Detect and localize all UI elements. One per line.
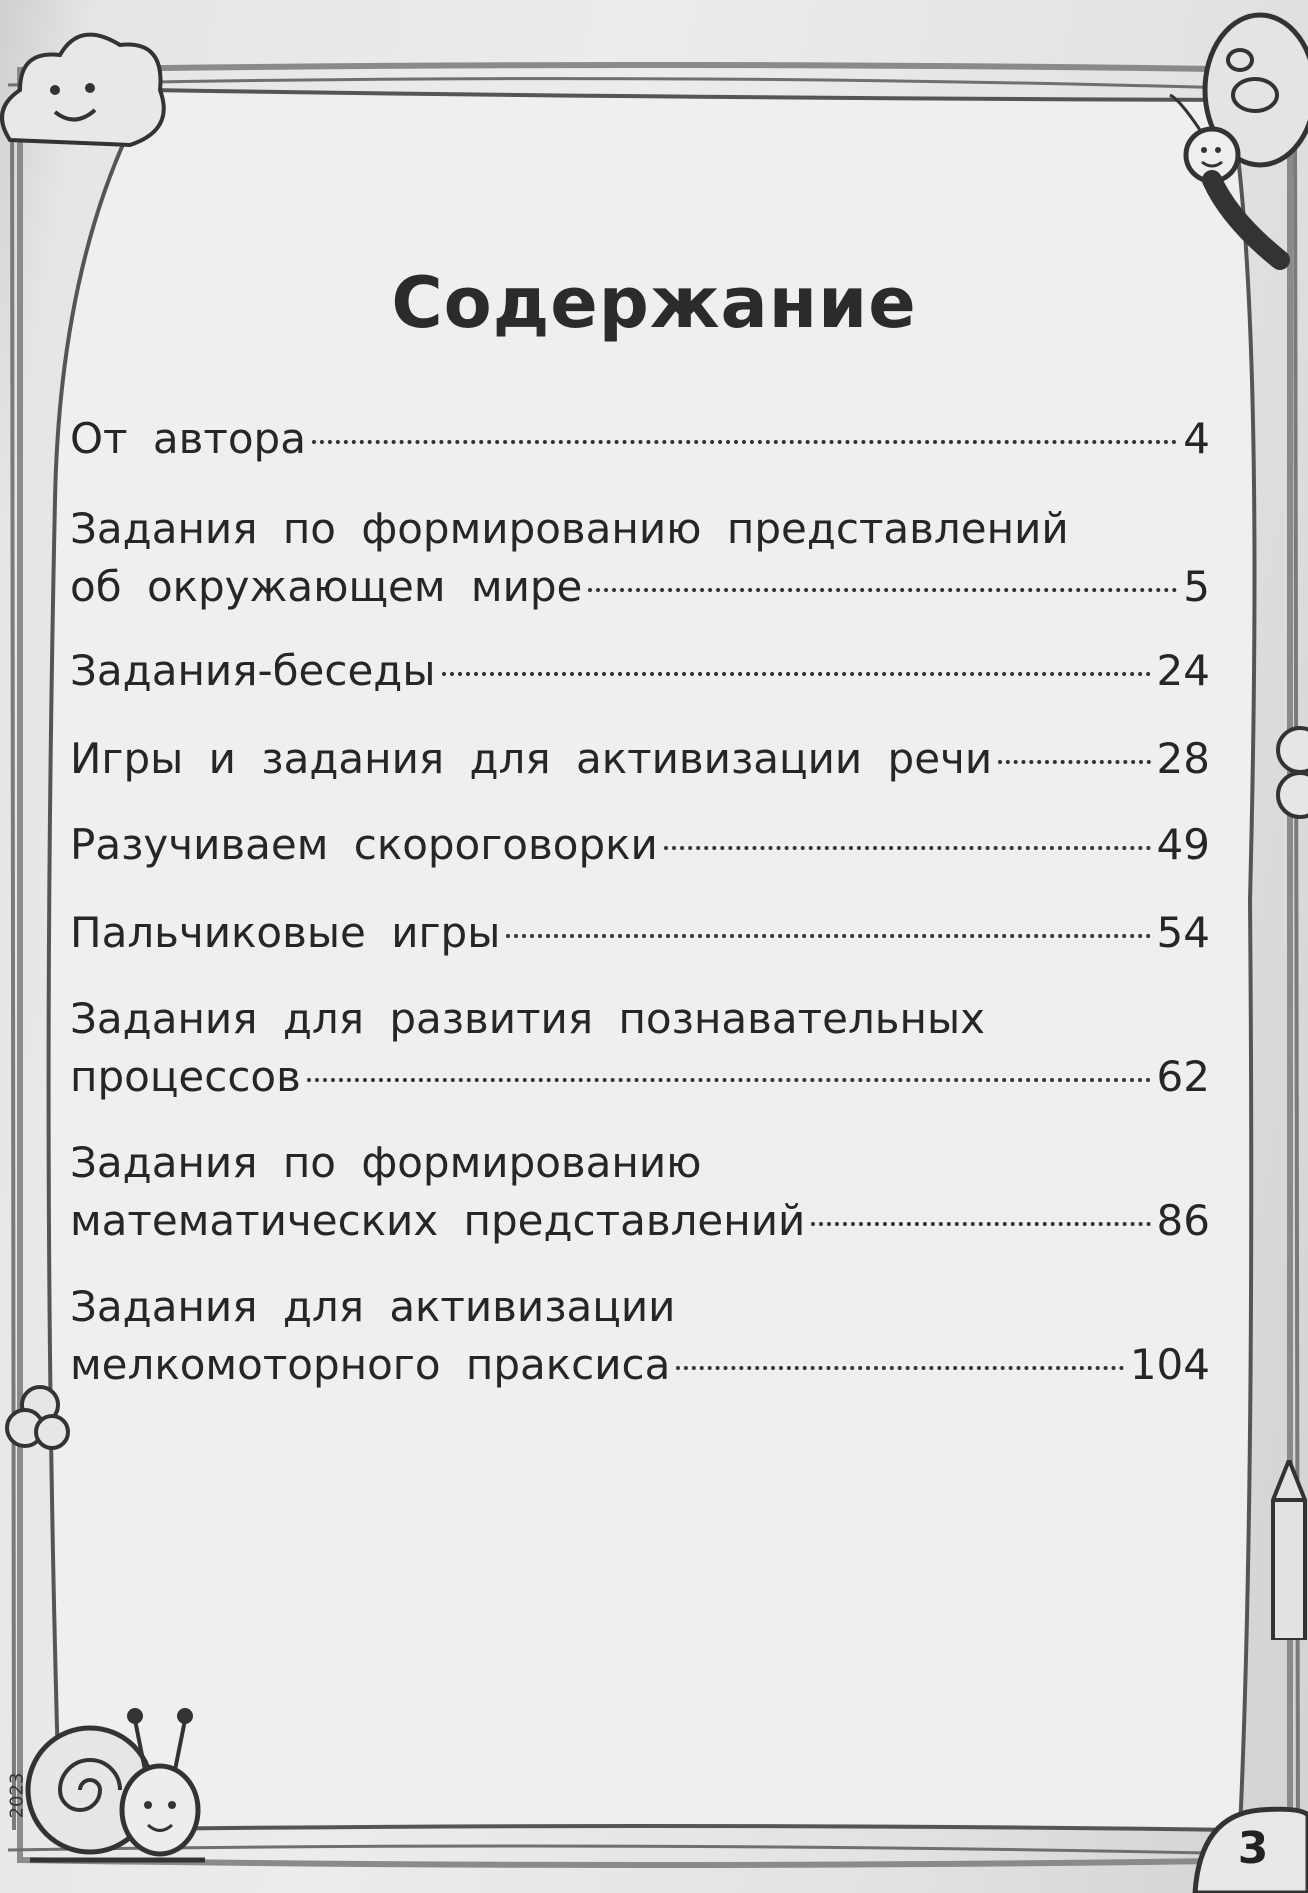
toc-entry-page: 54 — [1156, 908, 1210, 957]
toc-entry-title: От автора — [70, 414, 306, 463]
dot-leader — [307, 1078, 1151, 1082]
toc-entry-page: 104 — [1129, 1340, 1210, 1389]
toc-entry-title: Игры и задания для активизации речи — [70, 734, 993, 783]
toc-entry-title: Задания по формированию представлений — [70, 504, 1069, 553]
toc-entry-page: 28 — [1156, 734, 1210, 783]
toc-entry-title: Пальчиковые игры — [70, 908, 501, 957]
toc-entry[interactable] — [70, 500, 1210, 616]
snail-icon — [20, 1680, 210, 1880]
dot-leader — [506, 934, 1150, 938]
page-title: Содержание — [391, 262, 917, 344]
butterfly-icon — [1150, 0, 1308, 280]
toc-entry-title: Разучиваем скороговорки — [70, 820, 658, 869]
toc-entry-page: 49 — [1156, 820, 1210, 869]
dot-leader — [811, 1222, 1150, 1226]
toc-entry-title: Задания по формированию — [70, 1138, 702, 1187]
dot-leader — [664, 846, 1151, 850]
page-number: 3 — [1237, 1822, 1269, 1874]
toc-entry-page: 5 — [1183, 562, 1210, 611]
flower-icon — [0, 1380, 70, 1460]
dot-leader — [676, 1366, 1123, 1370]
toc-entry[interactable] — [70, 410, 1210, 468]
toc-entry-title: Задания-беседы — [70, 646, 436, 695]
toc-entry-title: Задания для развития познавательных — [70, 994, 986, 1043]
dot-leader — [312, 440, 1177, 444]
toc-entry-page: 4 — [1183, 414, 1210, 463]
dot-leader — [588, 588, 1177, 592]
toc-entry[interactable] — [70, 990, 1210, 1106]
toc-entry[interactable] — [70, 904, 1210, 962]
toc-entry-page: 86 — [1156, 1196, 1210, 1245]
toc-entry[interactable] — [70, 730, 1210, 788]
toc-entry[interactable] — [70, 1278, 1210, 1394]
toc-entry-title: математических представлений — [70, 1196, 806, 1245]
toc-entry-page: 24 — [1156, 646, 1210, 695]
toc-entry-page: 62 — [1156, 1052, 1210, 1101]
toc-entry[interactable] — [70, 1134, 1210, 1250]
side-edge-text: 2023 — [6, 1772, 28, 1819]
toc-entry[interactable] — [70, 816, 1210, 874]
toc-entry-title: об окружающем мире — [70, 562, 583, 611]
pencil-icon — [1265, 1460, 1308, 1640]
toc-entry-title: Задания для активизации — [70, 1282, 676, 1331]
toc-entry-title: процессов — [70, 1052, 301, 1101]
dot-leader — [998, 760, 1150, 764]
flower-icon — [1270, 720, 1308, 830]
toc-entry[interactable] — [70, 642, 1210, 700]
dot-leader — [442, 672, 1151, 676]
cloud-icon — [0, 20, 180, 170]
toc-entry-title: мелкомоторного праксиса — [70, 1340, 671, 1389]
